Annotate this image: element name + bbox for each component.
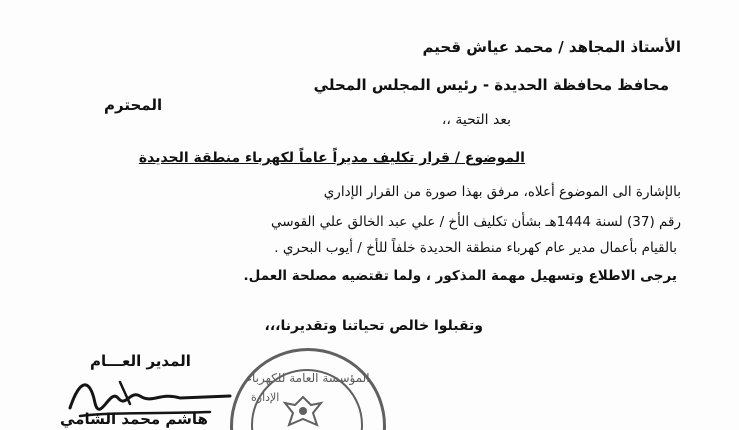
body-line-4: يرجى الاطلاع وتسهيل مهمة المذكور ، ولما تقتضيه مصلحة العمل. (243, 268, 677, 284)
stamp-top-text: المؤسسة العامة للكهرباء (246, 371, 370, 385)
official-stamp (230, 348, 386, 430)
signatory-title: المدير العـــام (90, 352, 191, 370)
respected-label: المحترم (104, 96, 163, 114)
recipient-name-line: الأستاذ المجاهد / محمد عياش قحيم (422, 38, 681, 56)
body-line-3: بالقيام بأعمال مدير عام كهرباء منطقة الحديدة خلفاً للأخ / أيوب البحري . (274, 240, 677, 256)
greeting-line: بعد التحية ،، (441, 112, 511, 128)
recipient-title-line: محافظ محافظة الحديدة - رئيس المجلس المحلي (313, 76, 669, 94)
subject-line: الموضوع / قرار تكليف مديراً عاماً لكهرباء منطقة الحديدة (138, 150, 525, 166)
closing-line: وتقبلوا خالص تحياتنا وتقديرنا،،، (264, 318, 483, 334)
body-line-1: بالإشارة الى الموضوع أعلاه، مرفق بهذا صورة من القرار الإداري (323, 184, 681, 200)
signatory-name: هاشم محمد الشامي (60, 410, 208, 428)
stamp-side-text: الإدارة (251, 391, 280, 404)
body-line-2: رقم (37) لسنة 1444هـ بشأن تكليف الأخ / علي عبد الخالق علي القوسي (271, 214, 681, 230)
eagle-emblem-icon (281, 391, 325, 430)
